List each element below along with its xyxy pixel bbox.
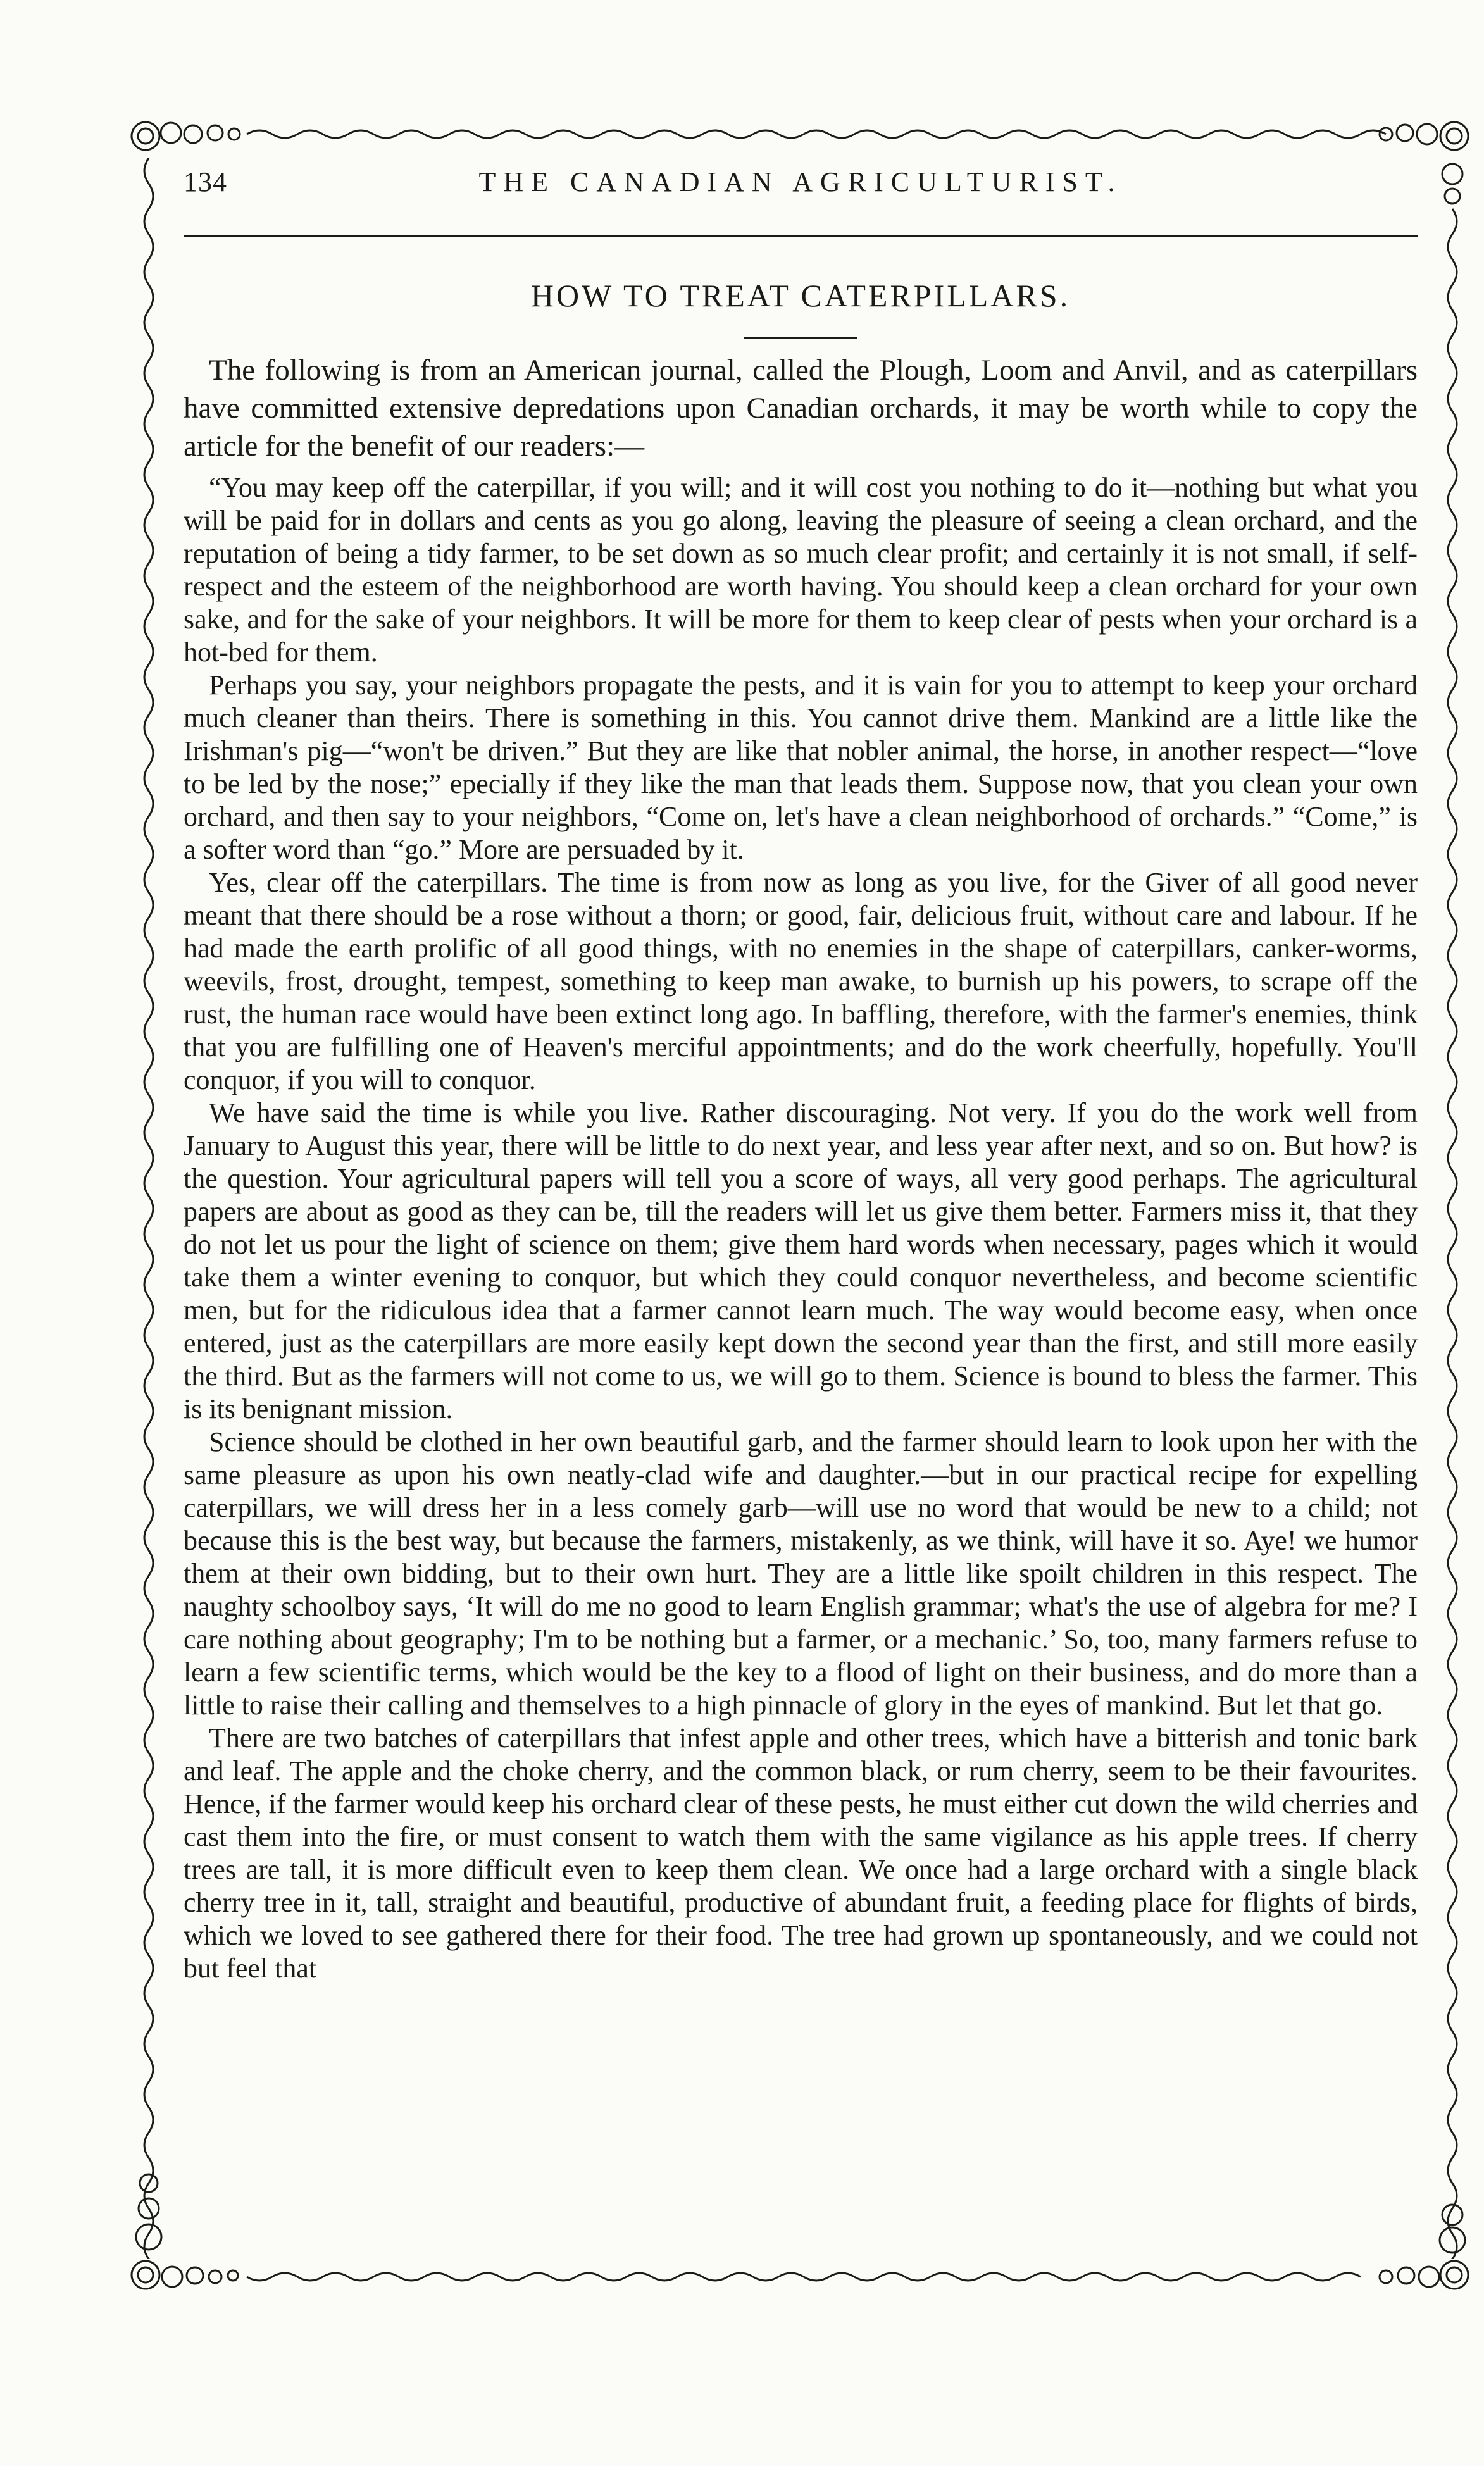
body-paragraph: Perhaps you say, your neighbors propagate the pests, and it is vain for you to attempt to keep your orchard much cleaner than theirs. There is something in this. You cannot drive them. Mankind are a little like the Irishman's pig—“won't be driven.” But they are like that nobler animal, the horse, in another respect—“love to be led by the nose;” epecially if they like the man that leads them. Suppose now, that you clean your own orchard, and then say to your neighbors, “Come on, let's have a clean neighborhood of orchards.” “Come,” is a softer word than “go.” More are persuaded by it. xyxy=(184,669,1418,865)
body-paragraph: Yes, clear off the caterpillars. The time is from now as long as you live, for the Giver of all good never meant that there should be a rose without a thorn; or good, fair, delicious fruit, without care and labour. If he had made the earth prolific of all good things, with no enemies in the shape of caterpillars, canker-worms, weevils, frost, drought, tempest, something to keep man awake, to burnish up his powers, to scrape off the rust, the human race would have been extinct long ago. In baffling, therefore, with the farmer's enemies, think that you are fulfilling one of Heaven's merciful appointments; and do the work cheerfully, hopefully. You'll conquor, if you will to conquor. xyxy=(184,867,1418,1095)
body-paragraph: Science should be clothed in her own beautiful garb, and the farmer should learn to look upon her with the same pleasure as upon his own neatly-clad wife and daughter.—but in our practical recipe for expelling caterpillars, we will dress her in a less comely garb—will use no word that would be new to a child; not because this is the best way, but because the farmers, mistakenly, as we think, will have it so. Aye! we humor them at their own bidding, but to their own hurt. They are a little like spoilt children in this respect. The naughty schoolboy says, ‘It will do me no good to learn English grammar; what's the use of algebra for me? I care nothing about geography; I'm to be nothing but a farmer, or a mechanic.’ So, too, many farmers refuse to learn a few scientific terms, which would be the key to a flood of light on their business, and do more than a little to raise their calling and themselves to a high pinnacle of glory in the eyes of mankind. But let that go. xyxy=(184,1426,1418,1721)
body-paragraph: “You may keep off the caterpillar, if you will; and it will cost you nothing to do it—nothing but what you will be paid for in dollars and cents as you go along, leaving the pleasure of seeing a clean orchard, and the reputation of being a tidy farmer, to be set down as so much clear profit; and certainly it is not small, if self-respect and the esteem of the neighborhood are worth having. You should keep a clean orchard for your own sake, and for the sake of your neighbors. It will be more for them to keep clear of pests when your orchard is a hot-bed for them. xyxy=(184,472,1418,668)
ornamental-border-right xyxy=(1430,158,1475,2259)
intro-paragraph: The following is from an American journal, called the Plough, Loom and Anvil, and as caterpillars have committed extensive depredations upon Canadian orchards, it may be worth while to copy the article for the benefit of our readers:— xyxy=(184,354,1418,463)
ornamental-border-top xyxy=(127,114,1475,158)
title-rule xyxy=(744,337,857,339)
ornamental-border-bottom xyxy=(127,2253,1475,2297)
running-title: THE CANADIAN AGRICULTURIST. xyxy=(478,166,1123,197)
body-paragraph: We have said the time is while you live. Rather discouraging. Not very. If you do the work well from January to August this year, there will be little to do next year, and less year after next, and so on. But how? is the question. Your agricultural papers will tell you a score of ways, all very good perhaps. The agricultural papers are about as good as they can be, till the readers will let us give them better. Farmers miss it, that they do not let us pour the light of science on them; give them hard words when necessary, pages which it would take them a winter evening to conquor, but which they could conquor nevertheless, and become scientific men, but for the ridiculous idea that a farmer cannot learn much. The way would become easy, when once entered, just as the caterpillars are more easily kept down the second year than the first, and still more easily the third. But as the farmers will not come to us, we will go to them. Science is bound to bless the farmer. This is its benignant mission. xyxy=(184,1097,1418,1424)
ornamental-border-left xyxy=(127,158,171,2259)
article-body xyxy=(184,351,1418,1985)
header-rule xyxy=(184,235,1418,237)
running-header xyxy=(184,166,1418,210)
page-number: 134 xyxy=(184,166,227,197)
article-title: HOW TO TREAT CATERPILLARS. xyxy=(530,278,1071,313)
body-paragraph: There are two batches of caterpillars that infest apple and other trees, which have a bitterish and tonic bark and leaf. The apple and the choke cherry, and the common black, or rum cherry, seem to be their favourites. Hence, if the farmer would keep his orchard clear of these pests, he must either cut down the wild cherries and cast them into the fire, or must consent to watch them with the same vigilance as his apple trees. If cherry trees are tall, it is more difficult even to keep them clean. We once had a large orchard with a single black cherry tree in it, tall, straight and beautiful, productive of abundant fruit, a feeding place for flights of birds, which we loved to see gathered there for their food. The tree had grown up spontaneously, and we could not but feel that xyxy=(184,1722,1418,1984)
